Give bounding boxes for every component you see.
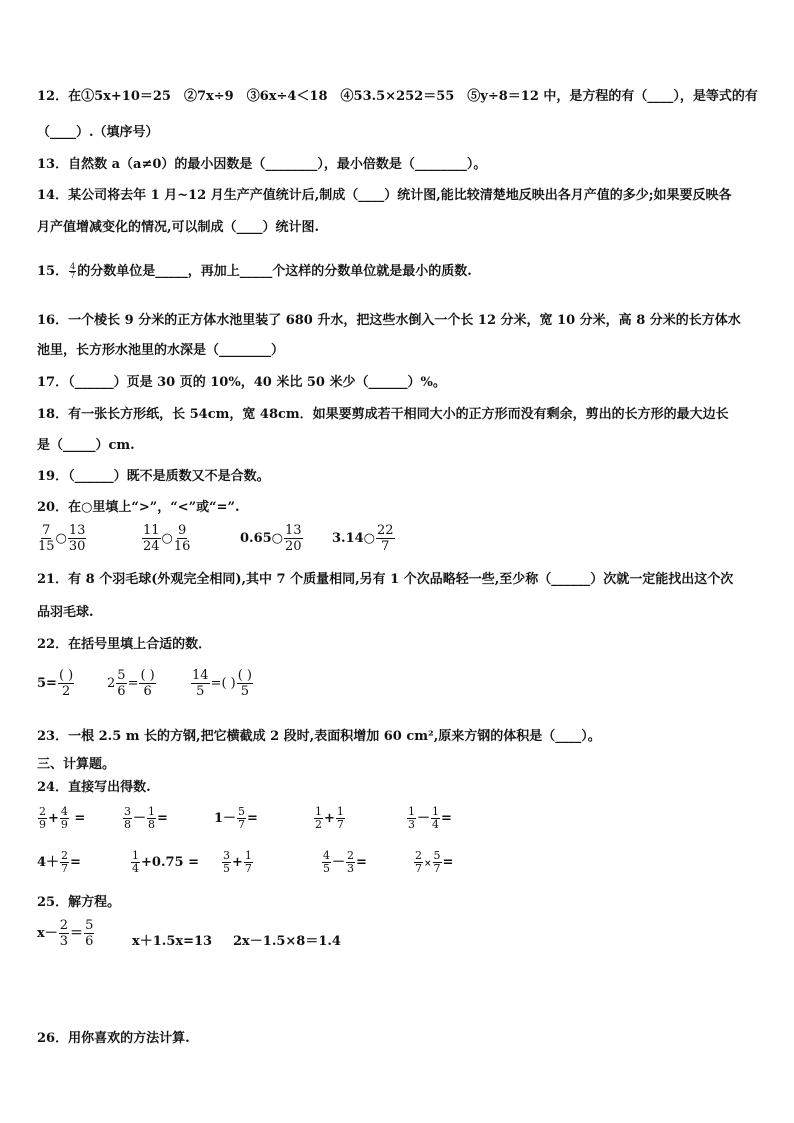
q15-text: 的分数单位是_____，再加上_____个这样的分数单位就是最小的质数. xyxy=(77,264,472,279)
q22-items xyxy=(37,668,757,712)
q15-fraction xyxy=(69,263,76,280)
q24-r2-item1: 4＋ $\frac{2}{7}$ = xyxy=(37,849,81,875)
q21-line1: 21．有 8 个羽毛球(外观完全相同),其中 7 个质量相同,另有 1 个次品略轻一些,至少称（______）次就一定能找出这个次 xyxy=(37,572,734,587)
q20-item-2: $\frac{11}{24}$ ○ $\frac{9}{16}$ xyxy=(143,523,191,554)
q24-r1-item3: 1－ $\frac{5}{7}$ = xyxy=(214,805,258,831)
q18-line2: 是（_____）cm. xyxy=(37,438,135,453)
q20-title: 20．在○里填上“>”，“<”或“=”. xyxy=(37,500,240,515)
q24-r2-item4: $\frac{4}{5}$ － $\frac{2}{3}$ = xyxy=(323,849,367,875)
q15-prefix: 15． xyxy=(37,264,69,279)
q25-eq3: 2x－1.5×8＝1.4 xyxy=(233,934,341,949)
q18-line1: 18．有一张长方形纸，长 54cm，宽 48cm．如果要剪成若干相同大小的正方形而没有剩余，剪出的长方形的最大边长 xyxy=(37,407,729,422)
q21-line2: 品羽毛球. xyxy=(37,605,94,620)
q12-line1: 12．在①5x+10＝25 ②7x÷9 ③6x÷4＜18 ④53.5×252＝55 ⑤y÷8＝12 中，是方程的有（____），是等式的有 xyxy=(37,89,758,104)
q16-line1: 16．一个棱长 9 分米的正方体水池里装了 680 升水，把这些水倒入一个长 12 分米，宽 10 分米，高 8 分米的长方体水 xyxy=(37,313,741,328)
section3-heading: 三、计算题。 xyxy=(37,757,116,772)
q25-items xyxy=(37,918,757,958)
q24-r2-item5: $\frac{2}{7}$ × $\frac{5}{7}$ = xyxy=(415,849,454,875)
q26: 26．用你喜欢的方法计算. xyxy=(37,1031,190,1046)
q17: 17．（______）页是 30 页的 10%，40 米比 50 米少（______）%。 xyxy=(37,375,446,390)
q13: 13．自然数 a（a≠0）的最小因数是（________），最小倍数是（________）。 xyxy=(37,157,487,172)
q24-r1-item2: $\frac{3}{8}$ － $\frac{1}{8}$ = xyxy=(124,805,168,831)
q16-line2: 池里，长方形水池里的水深是（________） xyxy=(37,343,285,358)
q24-r1-item1: $\frac{2}{9}$ + $\frac{4}{9}$ = xyxy=(39,805,86,831)
q19: 19．（______）既不是质数又不是合数。 xyxy=(37,469,270,484)
q24-r1-item5: $\frac{1}{3}$ － $\frac{1}{4}$ = xyxy=(408,805,452,831)
q24-r2-item2: $\frac{1}{4}$ +0.75 = xyxy=(132,849,199,875)
q24-row2 xyxy=(37,850,757,886)
q14-line1: 14．某公司将去年 1 月~12 月生产产值统计后,制成（____）统计图,能比较清楚地反映出各月产值的多少;如果要反映各 xyxy=(37,188,732,203)
q25-eq2: x＋1.5x=13 xyxy=(132,934,213,949)
q20-item-1: $\frac{7}{15}$ ○ $\frac{13}{30}$ xyxy=(38,523,86,554)
q24-title: 24．直接写出得数. xyxy=(37,780,151,795)
q24-r2-item3: $\frac{3}{5}$ + $\frac{1}{7}$ xyxy=(223,849,252,875)
q24-row1 xyxy=(37,806,757,842)
q22-item-1: 5= $\frac{( )}{2}$ xyxy=(37,668,74,699)
q15-frac-den: 7 xyxy=(70,271,76,280)
q15-frac-num: 4 xyxy=(70,262,76,271)
q15 xyxy=(37,263,472,280)
q20-item-3: 0.65○ $\frac{13}{20}$ xyxy=(240,523,302,554)
q24-r1-item4: $\frac{1}{2}$ + $\frac{1}{7}$ xyxy=(315,805,344,831)
q23: 23．一根 2.5 m 长的方钢,把它横截成 2 段时,表面积增加 60 cm²,原来方钢的体积是（____）。 xyxy=(37,729,601,744)
q25-title: 25．解方程。 xyxy=(37,895,121,910)
q22-title: 22．在括号里填上合适的数． xyxy=(37,637,212,652)
q20-item-4: 3.14○ $\frac{22}{7}$ xyxy=(332,523,394,554)
q12-line2: （____）.（填序号） xyxy=(37,125,159,140)
q22-item-2: 2 $\frac{5}{6}$ = $\frac{( )}{6}$ xyxy=(107,668,155,699)
q22-item-3: $\frac{14}{5}$ =( ) $\frac{( )}{5}$ xyxy=(192,668,252,699)
q20-items xyxy=(37,523,757,563)
q25-eq1: x－ $\frac{2}{3}$ ＝ $\frac{5}{6}$ xyxy=(37,918,94,949)
q14-line2: 月产值增减变化的情况,可以制成（____）统计图. xyxy=(37,220,320,235)
